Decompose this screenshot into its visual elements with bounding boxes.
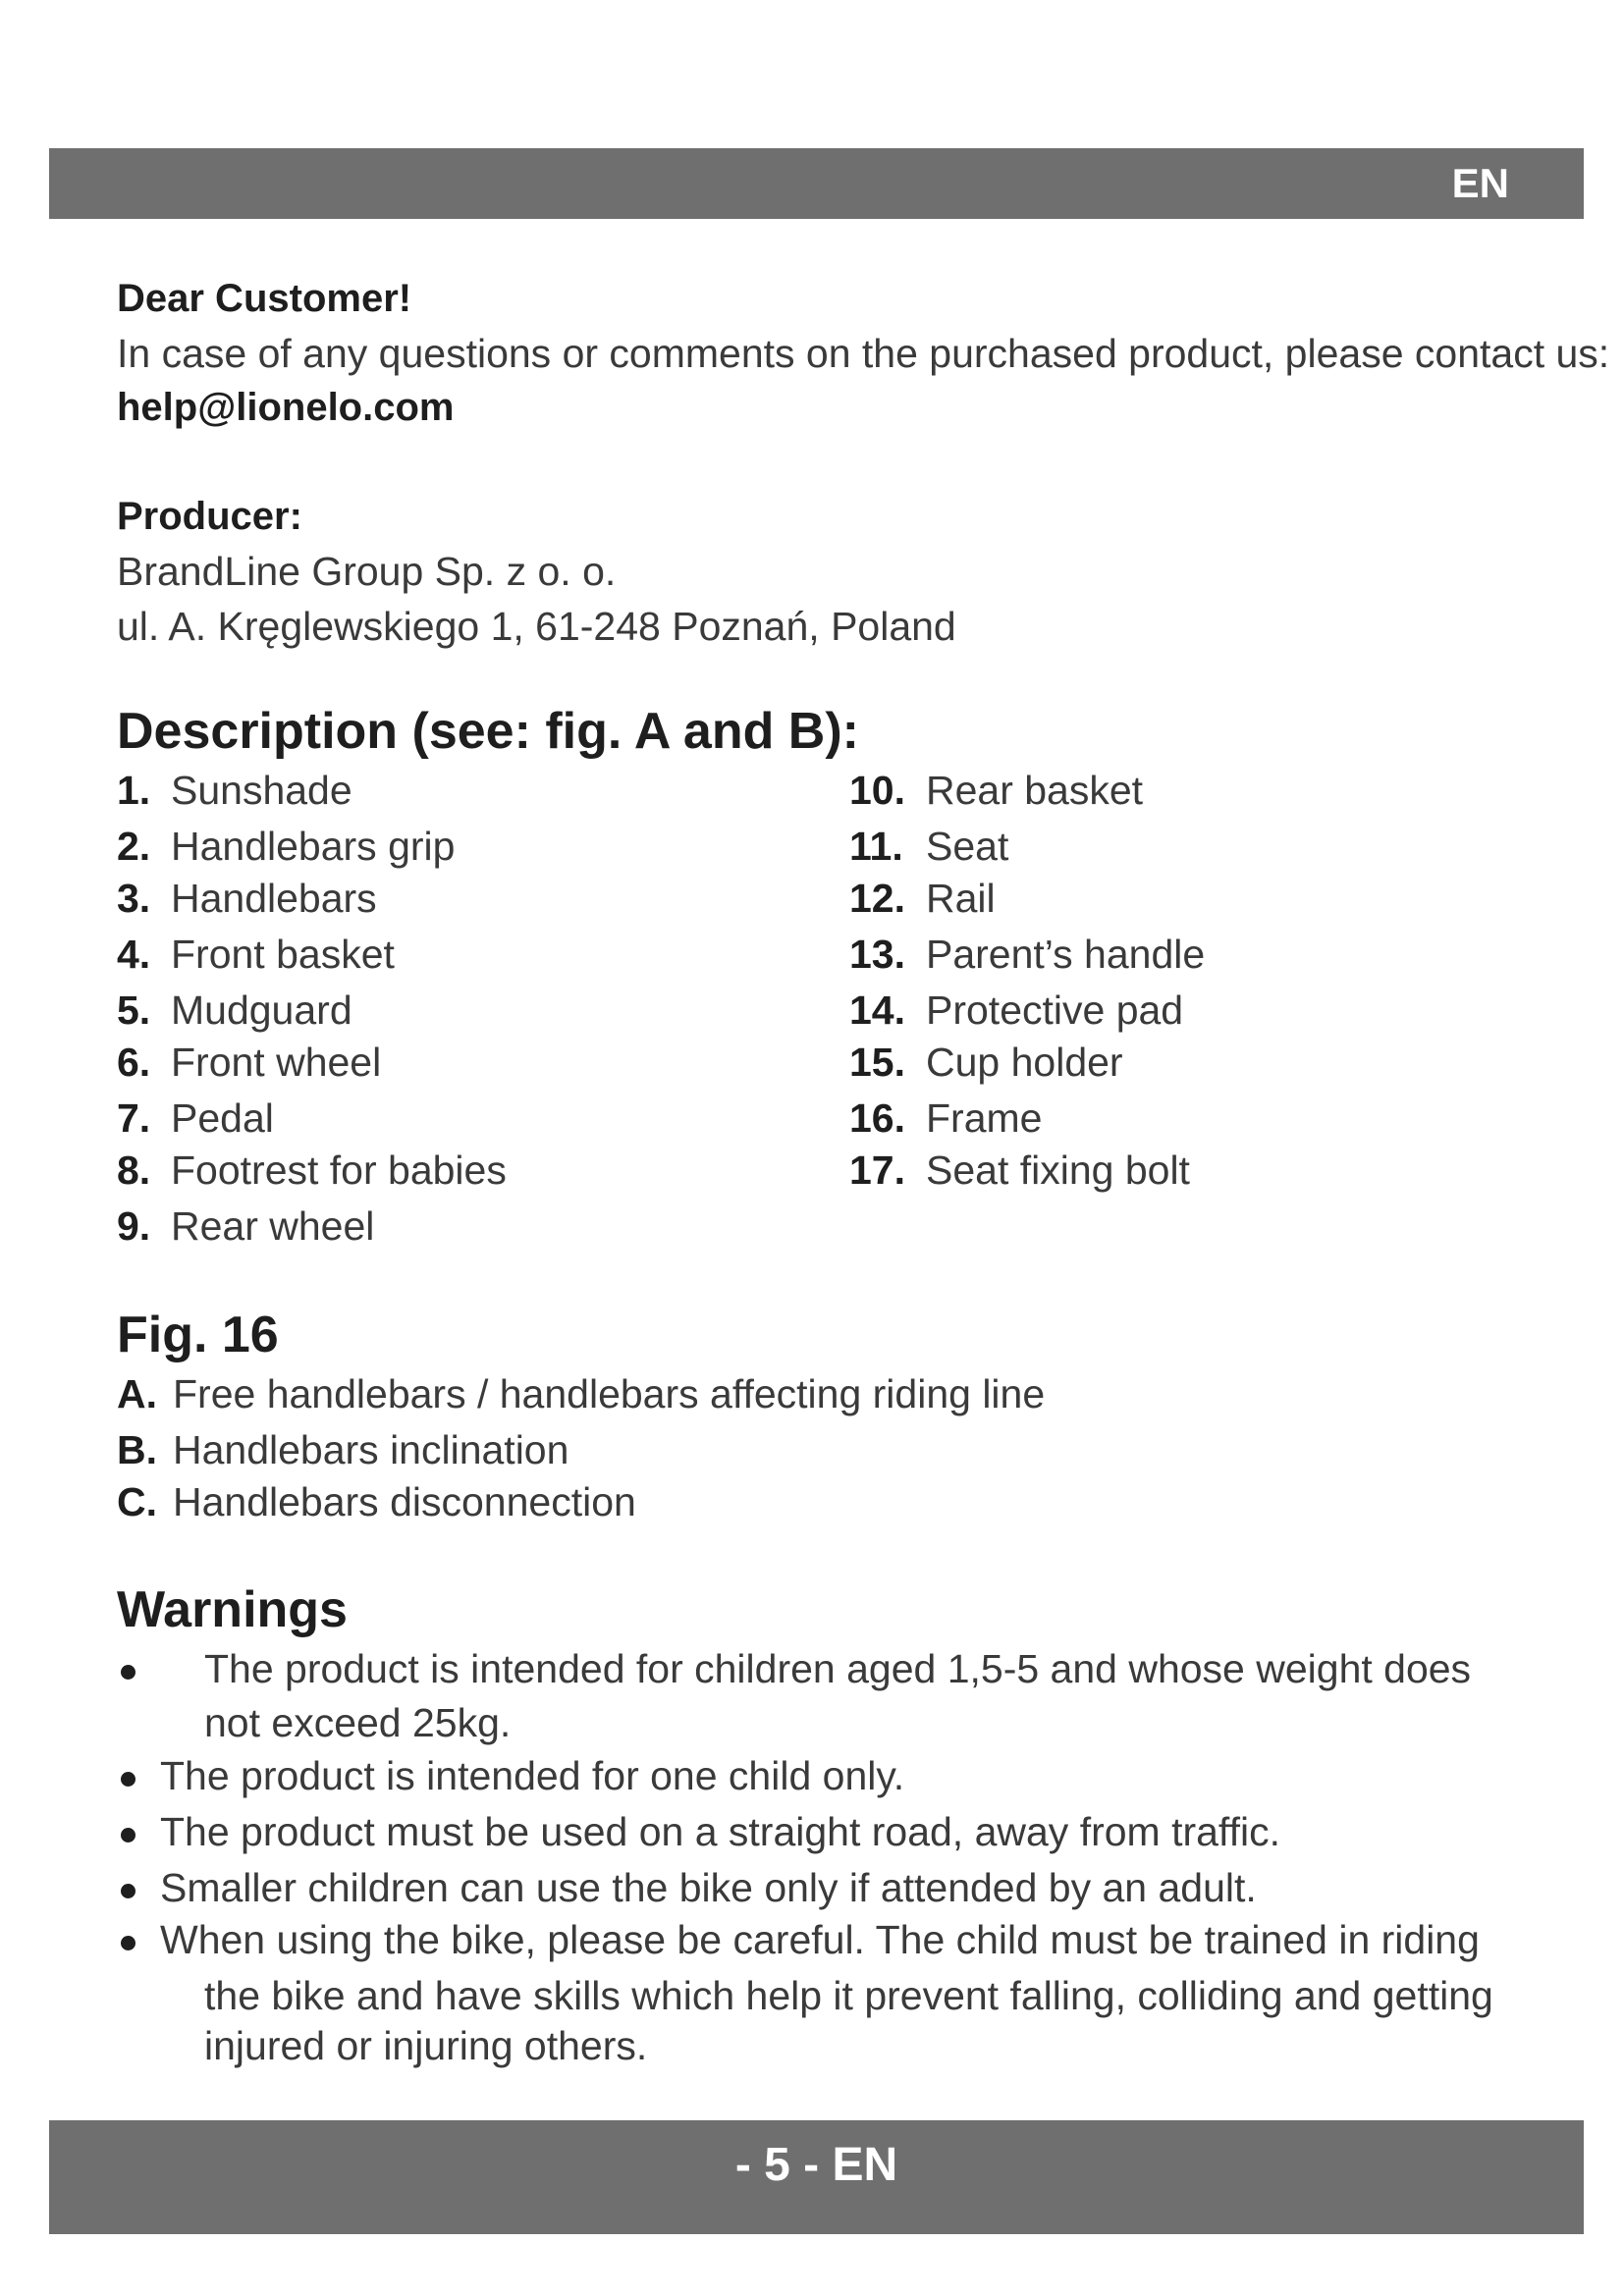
list-item: 9. Rear wheel [117, 1203, 375, 1249]
list-item: 6. Front wheel [117, 1040, 382, 1085]
list-item: Smaller children can use the bike only if attended by an adult. [160, 1865, 1257, 1910]
list-item: The product is intended for children aged 1,5-5 and whose weight does [204, 1646, 1472, 1691]
list-item: 13. Parent’s handle [849, 932, 1206, 977]
list-item: 2. Handlebars grip [117, 824, 456, 869]
language-tag: EN [1451, 160, 1509, 206]
list-item: When using the bike, please be careful. The child must be trained in riding [160, 1917, 1480, 1962]
list-item: 11. Seat [849, 824, 1009, 869]
list-item: The product must be used on a straight road, away from traffic. [160, 1809, 1280, 1854]
bullet-icon [121, 1772, 135, 1787]
list-item: 17. Seat fixing bolt [849, 1148, 1190, 1193]
fig16-title: Fig. 16 [117, 1307, 279, 1363]
list-item: 8. Footrest for babies [117, 1148, 507, 1193]
description-title: Description (see: fig. A and B): [117, 703, 859, 760]
list-item: 16. Frame [849, 1095, 1043, 1141]
list-item: 4. Front basket [117, 932, 395, 977]
header-bar [49, 148, 1584, 219]
producer-company: BrandLine Group Sp. z o. o. [117, 549, 617, 594]
producer-label: Producer: [117, 495, 302, 538]
list-item: 15. Cup holder [849, 1040, 1123, 1085]
list-item-continuation: the bike and have skills which help it prevent falling, colliding and getting [204, 1973, 1493, 2018]
contact-text: In case of any questions or comments on the purchased product, please contact us: [117, 331, 1610, 376]
bullet-icon [121, 1665, 135, 1680]
contact-email[interactable]: help@lionelo.com [117, 386, 455, 429]
list-item: 12. Rail [849, 876, 996, 921]
list-item: 5. Mudguard [117, 988, 352, 1033]
bullet-icon [121, 1936, 135, 1950]
footer-bar [49, 2120, 1584, 2234]
list-item: The product is intended for one child only. [160, 1753, 905, 1798]
list-item-continuation: not exceed 25kg. [204, 1700, 512, 1745]
list-item: 1. Sunshade [117, 768, 352, 813]
list-item: 10. Rear basket [849, 768, 1144, 813]
greeting: Dear Customer! [117, 277, 412, 320]
producer-address: ul. A. Kręglewskiego 1, 61-248 Poznań, Poland [117, 604, 956, 649]
warnings-title: Warnings [117, 1581, 348, 1638]
bullet-icon [121, 1828, 135, 1842]
bullet-icon [121, 1884, 135, 1898]
list-item: 14. Protective pad [849, 988, 1184, 1033]
list-item: 7. Pedal [117, 1095, 274, 1141]
page-number: - 5 - EN [734, 2139, 898, 2191]
fig16-item: B. Handlebars inclination [117, 1427, 569, 1472]
fig16-item: C. Handlebars disconnection [117, 1479, 636, 1524]
list-item-continuation: injured or injuring others. [204, 2023, 648, 2068]
fig16-item: A. Free handlebars / handlebars affecting riding line [117, 1371, 1046, 1416]
list-item: 3. Handlebars [117, 876, 377, 921]
